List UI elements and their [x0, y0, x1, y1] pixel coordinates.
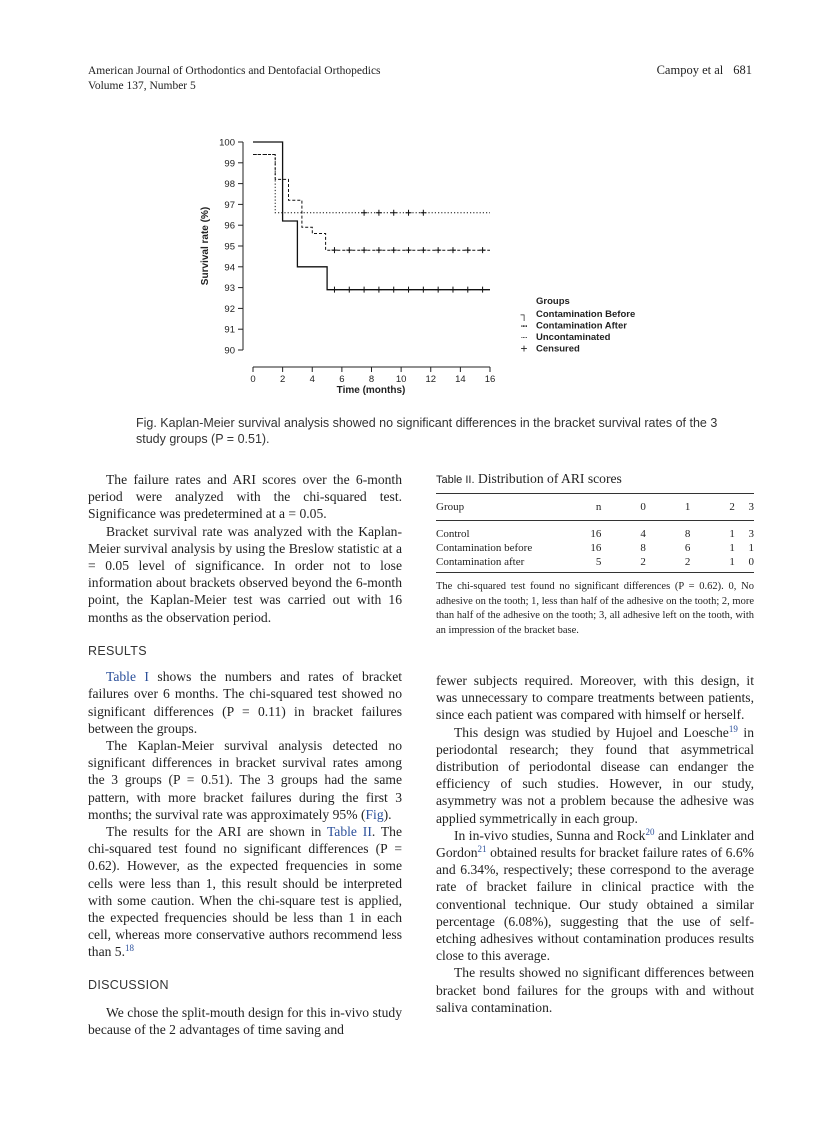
table-title: [436, 471, 754, 487]
table-cell: Contamination after: [436, 555, 544, 573]
table-cell: 0: [735, 555, 754, 573]
reference-link[interactable]: 20: [645, 826, 655, 837]
figure-link[interactable]: Fig: [365, 806, 384, 822]
y-tick-label: 93: [224, 283, 235, 295]
section-heading-results: RESULTS: [88, 644, 147, 658]
reference-link[interactable]: 19: [728, 723, 738, 734]
censored-mark: [420, 247, 426, 253]
x-tick-label: 14: [455, 374, 466, 385]
paragraph: This design was studied by Hujoel and Loesche$^{19}$ in periodontal research; they found that asymmetrical distribution of periodontal disease can endanger the efficiency of such studies. However, in our study, asymmetry was not a problem because the adhesive was applied symmetrically in each group.: [436, 723, 754, 826]
survival-curve-contamination-after: [253, 155, 490, 213]
y-tick-label: 94: [224, 262, 235, 274]
survival-curve-uncontaminated: [253, 155, 490, 251]
section-heading-discussion: DISCUSSION: [88, 977, 169, 992]
page-number: 681: [733, 63, 752, 77]
x-tick-label: 4: [309, 374, 315, 385]
table-cell: 2: [601, 555, 646, 573]
censored-mark: [435, 247, 441, 253]
table-cell: 16: [590, 528, 602, 540]
table-cell: 3: [748, 528, 754, 540]
left-column-results: [88, 643, 402, 1038]
table-cell: 16: [590, 542, 602, 554]
paragraph: The results showed no significant differences between bracket bond failures for the groups with and without saliva contamination.: [436, 965, 754, 1015]
censored-mark: [480, 287, 486, 293]
censored-mark: [480, 247, 486, 253]
paragraph: We chose the split-mouth design for this in-vivo study because of the 2 advantages of time saving and: [88, 1004, 402, 1038]
legend-title: Groups: [536, 296, 570, 307]
table-cell: 4: [640, 528, 646, 540]
column-header: 1: [646, 494, 691, 521]
ari-distribution-table: [436, 493, 754, 573]
y-tick-label: 99: [224, 158, 235, 170]
column-header: 3: [735, 494, 754, 521]
x-tick-label: 16: [484, 374, 496, 385]
table-cell: 1: [690, 555, 735, 573]
table-cell: Contamination before: [436, 542, 533, 554]
right-column: [436, 672, 754, 1016]
legend-symbol: ┐: [520, 310, 528, 321]
y-tick-label: 98: [224, 179, 235, 191]
table-cell: 1: [729, 528, 735, 540]
y-tick-label: 92: [224, 303, 235, 315]
table-cell: 2: [646, 555, 691, 573]
censored-mark: [420, 287, 426, 293]
censored-mark: [435, 287, 441, 293]
censored-mark: [391, 247, 397, 253]
censored-mark: [420, 210, 426, 216]
table-header-row: [436, 494, 754, 521]
paragraph: fewer subjects required. Moreover, with this design, it was unnecessary to compare treatments between patients, since each patient was compared with himself or herself.: [436, 673, 754, 723]
left-column-intro: [88, 471, 402, 626]
x-tick-label: 10: [395, 374, 407, 385]
column-header: Group: [436, 494, 544, 521]
censored-mark: [361, 210, 367, 216]
table-cell: 1: [729, 542, 735, 554]
column-header: n: [544, 494, 601, 521]
table-cell: Control: [436, 528, 470, 540]
table-cell: 5: [544, 555, 601, 573]
censored-mark: [361, 247, 367, 253]
table-footnote: The chi-squared test found no significant differences (P = 0.62). 0, No adhesive on the tooth; 1, less than half of the adhesive on the tooth; 2, more than half of the adhesive on the tooth; 3, all adhesive left on the tooth, with an impression of the bracket base.: [436, 581, 754, 636]
censored-mark: [376, 287, 382, 293]
x-tick-label: 12: [425, 374, 437, 385]
y-tick-label: 90: [224, 345, 235, 357]
table-link[interactable]: Table II: [326, 824, 372, 840]
table-link[interactable]: Table I: [106, 669, 149, 685]
censored-mark: [450, 247, 456, 253]
y-tick-label: 91: [224, 324, 235, 336]
censored-mark: [376, 247, 382, 253]
legend-symbol: +: [520, 341, 528, 356]
journal-volume: Volume 137, Number 5: [88, 80, 196, 92]
x-tick-label: 8: [368, 374, 375, 385]
censored-mark: [376, 210, 382, 216]
table-row: [436, 555, 754, 573]
column-header: 0: [601, 494, 646, 521]
censored-mark: [331, 247, 337, 253]
legend-entry: Censured: [536, 343, 580, 355]
legend-entry: Contamination Before: [536, 309, 636, 320]
author-header: Campoy et al: [656, 63, 724, 77]
legend-symbol: ┈: [520, 333, 528, 344]
figure-caption: Fig. Kaplan-Meier survival analysis showed no significant differences in the bracket survival rates of the 3 study groups (P = 0.51).: [136, 416, 718, 446]
legend-entry: Uncontaminated: [536, 332, 611, 343]
x-tick-label: 6: [339, 374, 345, 385]
table-row: [436, 521, 754, 542]
censored-mark: [391, 287, 397, 293]
y-tick-label: 97: [224, 199, 235, 211]
censored-mark: [391, 210, 397, 216]
censored-mark: [450, 287, 456, 293]
censored-mark: [346, 247, 352, 253]
table-caption: Distribution of ARI scores: [477, 471, 622, 486]
x-tick-label: 2: [279, 374, 286, 385]
censored-mark: [346, 287, 352, 293]
running-header: [88, 64, 381, 94]
survival-curve-contamination-before: [253, 142, 490, 290]
censored-mark: [361, 287, 367, 293]
paragraph: Table I shows the numbers and rates of bracket failures over 6 months. The chi-squared test showed no significant differences (P = 0.11) in bracket failures between the groups.: [88, 669, 403, 736]
x-tick-label: 0: [250, 374, 256, 385]
kaplan-meier-chart: [190, 132, 660, 400]
paragraph: The results for the ARI are shown in Table II. The chi-squared test found no significant differences (P = 0.62). However, as the expected frequencies in some cells were less than 1, this result should be interpreted with some caution. When the chi-square test is applied, the expected frequencies should be less than 1 in each cell, whereas more conservative authors recommend less than 5.18: [88, 824, 402, 960]
table-cell: 8: [684, 528, 691, 540]
paragraph: The Kaplan-Meier survival analysis detected no significant differences in bracket survival rates among the 3 groups (P = 0.51). The 3 groups had the same pattern, with more bracket failures during the first 3 months; the survival rate was approximately 95% (Fig).: [88, 738, 402, 822]
y-tick-label: 100: [219, 137, 235, 149]
column-header: 2: [690, 494, 735, 521]
table-cell: 6: [684, 542, 691, 554]
table-cell: 8: [640, 542, 646, 554]
censored-mark: [465, 247, 471, 253]
legend-symbol: ┉: [520, 321, 528, 333]
censored-mark: [465, 287, 471, 293]
ari-table: [436, 471, 754, 638]
table-label: Table II.: [436, 474, 475, 486]
table-row: [436, 541, 754, 555]
paragraph: In in-vivo studies, Sunna and Rock$^{20}$ and Linklater and Gordon$^{21}$ obtained results for bracket failure rates of 6.6% and 6.34%, respectively; these correspond to the average rate of bracket failure in clinical practice with the conventional technique. Our study obtained a similar percentage (6.08%), suggesting that the use of self-etching adhesives without contamination produces results close to this average.: [436, 826, 754, 964]
y-tick-label: 95: [224, 241, 235, 253]
y-axis-label: Survival rate (%): [200, 206, 211, 286]
y-tick-label: 96: [224, 220, 235, 232]
censored-mark: [406, 247, 412, 253]
reference-link[interactable]: 18: [125, 943, 134, 954]
censored-mark: [406, 287, 412, 293]
paragraph: The failure rates and ARI scores over the 6-month period were analyzed with the chi-squared test. Significance was predetermined at a = 0.05.: [88, 472, 402, 522]
censored-mark: [406, 210, 412, 216]
running-header-right: [657, 63, 752, 78]
legend-entry: Contamination After: [536, 320, 627, 332]
table-cell: 1: [748, 542, 754, 554]
paragraph: Bracket survival rate was analyzed with the Kaplan-Meier survival analysis by using the Breslow statistic at a = 0.05 level of significance. In order not to lose information about brackets observed beyond the 6-month point, the Kaplan-Meier test was carried out with 16 months as the observation period.: [88, 523, 402, 625]
x-axis-label: Time (months): [336, 385, 406, 396]
reference-link[interactable]: 21: [477, 844, 487, 855]
censored-mark: [331, 287, 337, 293]
journal-name: American Journal of Orthodontics and Dentofacial Orthopedics: [88, 65, 381, 77]
